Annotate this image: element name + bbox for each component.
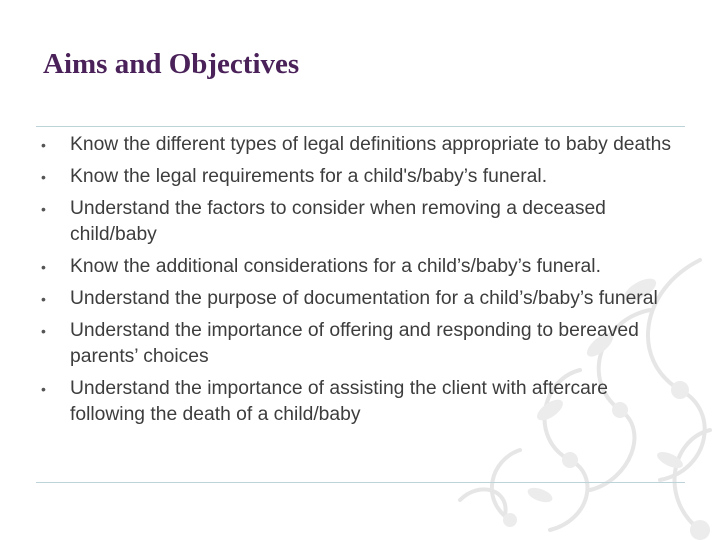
bullet-icon: •: [41, 201, 46, 217]
list-item-text: Understand the importance of offering and responding to bereaved parents’ choices: [70, 320, 639, 367]
list-item: [36, 164, 686, 190]
list-item-text: Know the additional considerations for a child’s/baby’s funeral.: [70, 256, 601, 277]
list-item: [36, 254, 686, 280]
list-item: [36, 196, 686, 248]
list-item-text: Understand the purpose of documentation for a child’s/baby’s funeral: [70, 288, 658, 309]
list-item: [36, 376, 686, 428]
bullet-icon: •: [41, 259, 46, 275]
bullet-icon: •: [41, 137, 46, 153]
bullet-icon: •: [41, 381, 46, 397]
list-item-text: Know the different types of legal definitions appropriate to baby deaths: [70, 134, 671, 155]
list-item-text: Understand the factors to consider when removing a deceased child/baby: [70, 198, 606, 245]
list-item: [36, 318, 686, 370]
list-item: [36, 132, 686, 158]
list-item: [36, 286, 686, 312]
slide-title: Aims and Objectives: [43, 48, 300, 80]
list-item-text: Know the legal requirements for a child's/baby’s funeral.: [70, 166, 548, 187]
bottom-divider: [36, 482, 685, 483]
bullet-icon: •: [41, 291, 46, 307]
list-item-text: Understand the importance of assisting the client with aftercare following the death of a child/baby: [70, 378, 609, 425]
bullet-icon: •: [41, 169, 46, 185]
top-divider: [36, 126, 685, 127]
bullet-icon: •: [41, 323, 46, 339]
objectives-list: [36, 132, 686, 434]
